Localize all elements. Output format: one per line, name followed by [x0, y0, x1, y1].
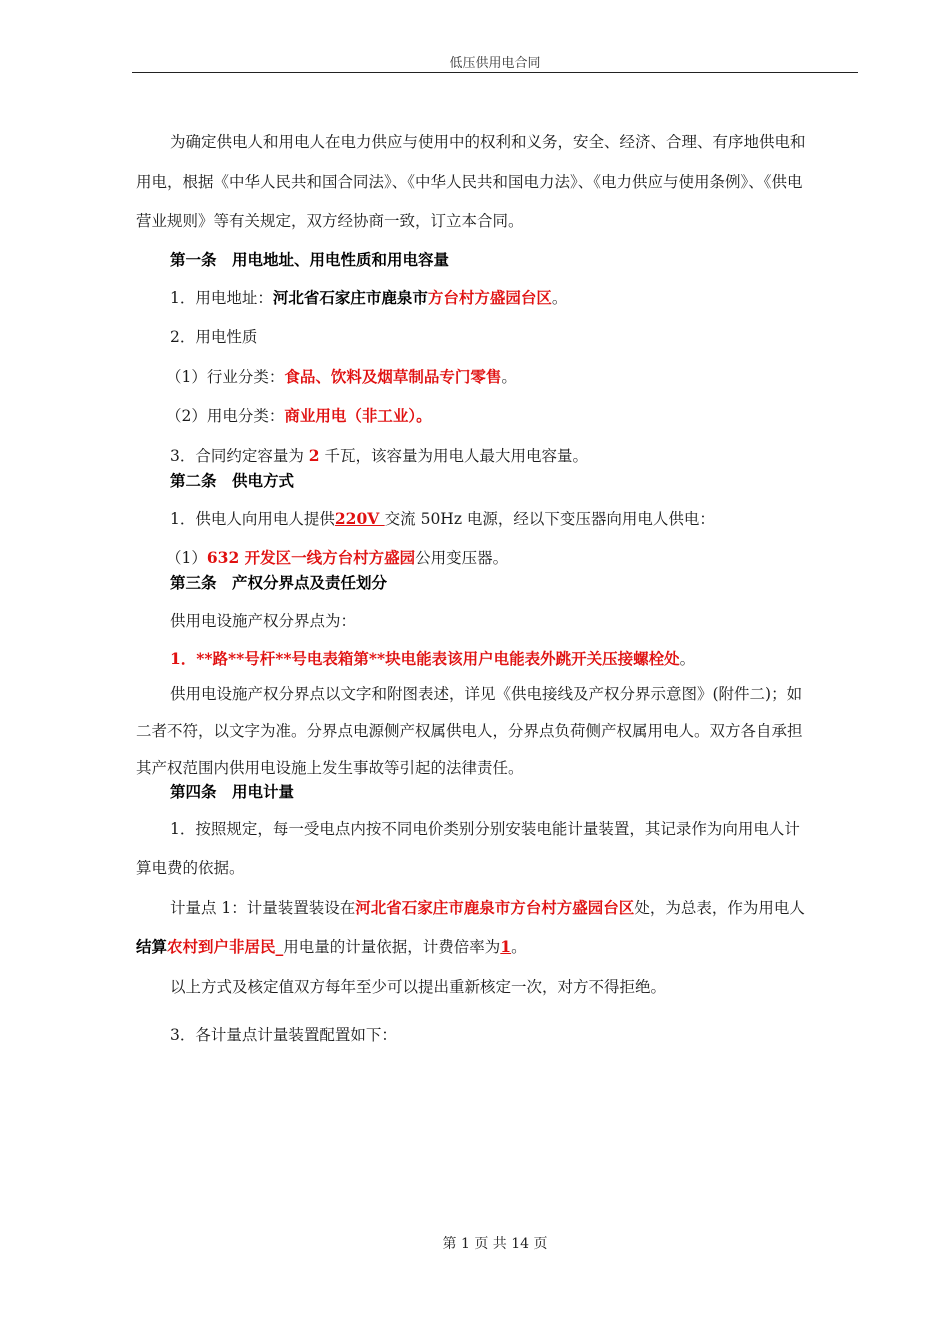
boundary-intro: 供用电设施产权分界点为： [170, 612, 357, 630]
intro-line-3: 营业规则》等有关规定，双方经协商一致，订立本合同。 [136, 212, 524, 230]
footer-pre: 第 [442, 1236, 457, 1252]
settlement-label: 结算 [136, 937, 168, 956]
usage-address-city: 河北省石家庄市鹿泉市 [272, 288, 428, 307]
boundary-para-line-1: 供用电设施产权分界点以文字和附图表述，详见《供电接线及产权分界示意图》(附件二)；如 [170, 685, 803, 703]
page-number: 1 [460, 1236, 470, 1252]
boundary-point-label: 1． [170, 649, 197, 668]
boundary-para-line-3: 其产权范围内供用电设施上发生事故等引起的法律责任。 [136, 759, 524, 777]
metering-point-location: 河北省石家庄市鹿泉市方台村方盛园台区 [355, 898, 635, 917]
metering-line-1: 1．按照规定，每一受电点内按不同电价类别分别安装电能计量装置，其记录作为向用电人计 [170, 820, 800, 838]
industry-class-label: （1）行业分类： [166, 368, 285, 386]
footer-post: 页 [533, 1236, 548, 1252]
capacity-post: 千瓦，该容量为用电人最大用电容量。 [319, 447, 589, 465]
usage-class-value: 商业用电（非工业）。 [284, 406, 432, 425]
industry-class [166, 366, 856, 388]
header-rule [132, 72, 858, 73]
transformer-name: 632 开发区一线方台村方盛园 [206, 548, 416, 567]
capacity-pre: 3．合同约定容量为 [170, 447, 309, 465]
usage-address-end: 。 [551, 289, 568, 307]
metering-review: 以上方式及核定值双方每年至少可以提出重新核定一次，对方不得拒绝。 [170, 978, 667, 996]
article-4-heading: 第四条 用电计量 [170, 782, 295, 801]
metering-point-pre: 计量点 1：计量装置装设在 [170, 899, 356, 917]
boundary-point [170, 648, 860, 670]
boundary-point-value: **路**号杆**号电表箱第**块电能表该用户电能表外跳开关压接螺栓处 [196, 649, 680, 668]
supply-pre: 1．供电人向用电人提供 [170, 510, 335, 528]
page-header-title: 低压供用电合同 [449, 56, 541, 71]
metering-point [170, 897, 860, 919]
article-3-heading: 第三条 产权分界点及责任划分 [170, 573, 388, 592]
usage-class [166, 405, 856, 427]
settlement-category: 农村到户非居民 [167, 937, 276, 956]
industry-class-end: 。 [501, 368, 517, 386]
boundary-para-line-2: 二者不符，以文字为准。分界点电源侧产权属供电人，分界点负荷侧产权属用电人。双方各自承担 [136, 722, 803, 740]
metering-point-post: 处，为总表，作为用电人 [634, 899, 805, 917]
contract-capacity [170, 445, 860, 467]
article-1-heading: 第一条 用电地址、用电性质和用电容量 [170, 250, 450, 269]
metering-config: 3．各计量点计量装置配置如下： [170, 1026, 397, 1044]
supply-post: 交流 50Hz 电源，经以下变压器向用电人供电： [384, 510, 715, 528]
page-total: 14 [511, 1236, 530, 1252]
article-2-heading: 第二条 供电方式 [170, 471, 295, 490]
transformer-line [166, 547, 856, 569]
intro-line-1: 为确定供电人和用电人在电力供应与使用中的权利和义务，安全、经济、合理、有序地供电和 [170, 133, 806, 151]
page-footer [0, 1233, 950, 1253]
supply-line [170, 508, 860, 530]
boundary-point-end: 。 [679, 650, 696, 668]
metering-line-2: 算电费的依据。 [136, 859, 245, 877]
capacity-value: 2 [308, 446, 320, 465]
usage-address-area: 方台村方盛园台区 [427, 288, 552, 307]
usage-address-label: 1．用电地址： [170, 289, 273, 307]
settlement-mid: 用电量的计量依据，计费倍率为 [283, 938, 501, 956]
usage-nature: 2．用电性质 [170, 328, 258, 346]
industry-class-value: 食品、饮料及烟草制品专门零售 [284, 367, 502, 386]
settlement-end: 。 [511, 938, 527, 956]
settlement-blank: _ [275, 937, 284, 956]
usage-class-label: （2）用电分类： [166, 407, 285, 425]
transformer-pre: （1） [166, 549, 207, 567]
settlement-line [136, 936, 860, 958]
footer-mid: 页 共 [474, 1236, 507, 1252]
usage-address [170, 287, 860, 309]
billing-ratio: 1 [500, 937, 512, 956]
intro-line-2: 用电，根据《中华人民共和国合同法》、《中华人民共和国电力法》、《电力供应与使用条例》、《供电 [136, 173, 803, 191]
supply-voltage: 220V [334, 509, 385, 528]
transformer-post: 公用变压器。 [415, 549, 509, 567]
